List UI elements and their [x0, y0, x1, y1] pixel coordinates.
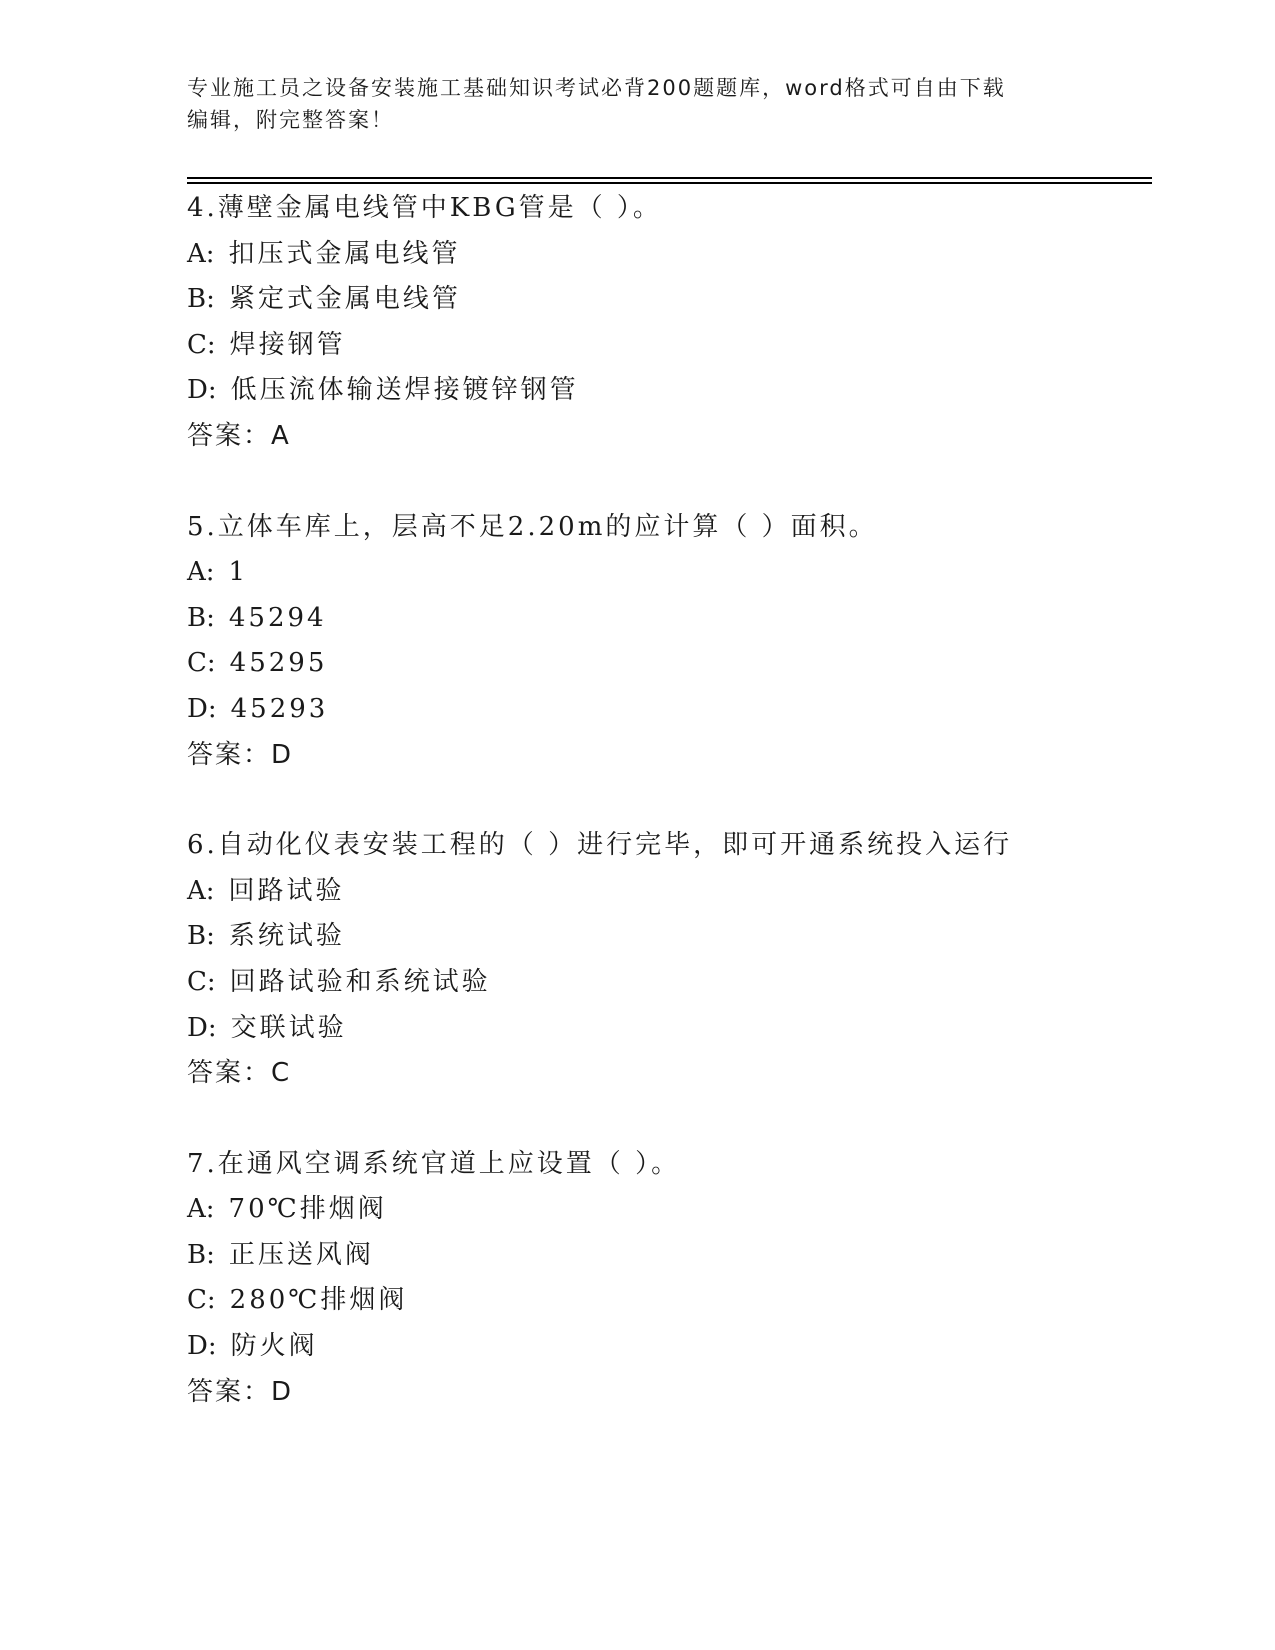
header-divider-bottom	[187, 182, 1152, 184]
header-divider-top	[187, 177, 1152, 179]
answer-line: 答案：C	[187, 1058, 292, 1089]
option-b	[187, 914, 1147, 960]
option-a	[187, 550, 1147, 596]
option-text: 紧定式金属电线管	[228, 284, 461, 315]
option-letter: B:	[187, 921, 215, 952]
option-a	[187, 869, 1147, 915]
option-letter: C:	[187, 648, 216, 679]
header-line-2: 编辑，附完整答案！	[187, 108, 394, 132]
option-letter: D:	[187, 693, 217, 724]
question-4	[187, 186, 1147, 460]
option-c	[187, 960, 1147, 1006]
option-text: 交联试验	[230, 1012, 347, 1043]
option-text: 回路试验和系统试验	[229, 966, 491, 997]
question-5	[187, 505, 1147, 779]
option-text: 扣压式金属电线管	[228, 238, 461, 269]
header-line-1: 专业施工员之设备安装施工基础知识考试必背200题题库，word格式可自由下载	[187, 76, 1006, 100]
option-text: 防火阀	[230, 1331, 318, 1362]
option-c	[187, 641, 1147, 687]
option-a	[187, 232, 1147, 278]
option-text: 45293	[230, 693, 329, 724]
question-stem: 7.在通风空调系统官道上应设置（ ）。	[187, 1148, 681, 1179]
answer-line: 答案：A	[187, 420, 291, 451]
option-letter: D:	[187, 1331, 217, 1362]
option-c	[187, 1278, 1147, 1324]
option-letter: D:	[187, 375, 217, 406]
option-b	[187, 277, 1147, 323]
question-7	[187, 1142, 1147, 1416]
option-d	[187, 1006, 1147, 1052]
option-d	[187, 368, 1147, 414]
option-letter: A:	[187, 1194, 215, 1225]
option-letter: A:	[187, 557, 215, 588]
option-letter: B:	[187, 602, 215, 633]
option-text: 系统试验	[228, 921, 345, 952]
option-letter: C:	[187, 966, 216, 997]
option-text: 焊接钢管	[229, 329, 346, 360]
option-letter: B:	[187, 284, 215, 315]
question-stem: 6.自动化仪表安装工程的（ ）进行完毕，即可开通系统投入运行	[187, 830, 1013, 861]
option-letter: C:	[187, 1285, 216, 1316]
option-d	[187, 1324, 1147, 1370]
option-letter: A:	[187, 238, 215, 269]
option-text: 280℃排烟阀	[229, 1285, 408, 1316]
answer-line: 答案：D	[187, 739, 294, 770]
option-b	[187, 596, 1147, 642]
document-header	[187, 72, 1087, 136]
answer-line: 答案：D	[187, 1376, 294, 1407]
option-b	[187, 1233, 1147, 1279]
option-c	[187, 323, 1147, 369]
option-letter: A:	[187, 875, 215, 906]
option-letter: D:	[187, 1012, 217, 1043]
option-a	[187, 1187, 1147, 1233]
option-letter: B:	[187, 1239, 215, 1270]
option-text: 1	[228, 557, 249, 588]
option-text: 45295	[229, 648, 328, 679]
option-text: 70℃排烟阀	[228, 1194, 387, 1225]
option-text: 正压送风阀	[228, 1239, 374, 1270]
option-letter: C:	[187, 329, 216, 360]
option-text: 45294	[228, 602, 327, 633]
question-6	[187, 823, 1147, 1097]
question-stem: 5.立体车库上，层高不足2.20m的应计算（ ）面积。	[187, 511, 878, 542]
question-list	[187, 186, 1147, 1460]
option-text: 回路试验	[228, 875, 345, 906]
option-text: 低压流体输送焊接镀锌钢管	[230, 375, 579, 406]
option-d	[187, 687, 1147, 733]
question-stem: 4.薄壁金属电线管中KBG管是（ ）。	[187, 193, 662, 223]
